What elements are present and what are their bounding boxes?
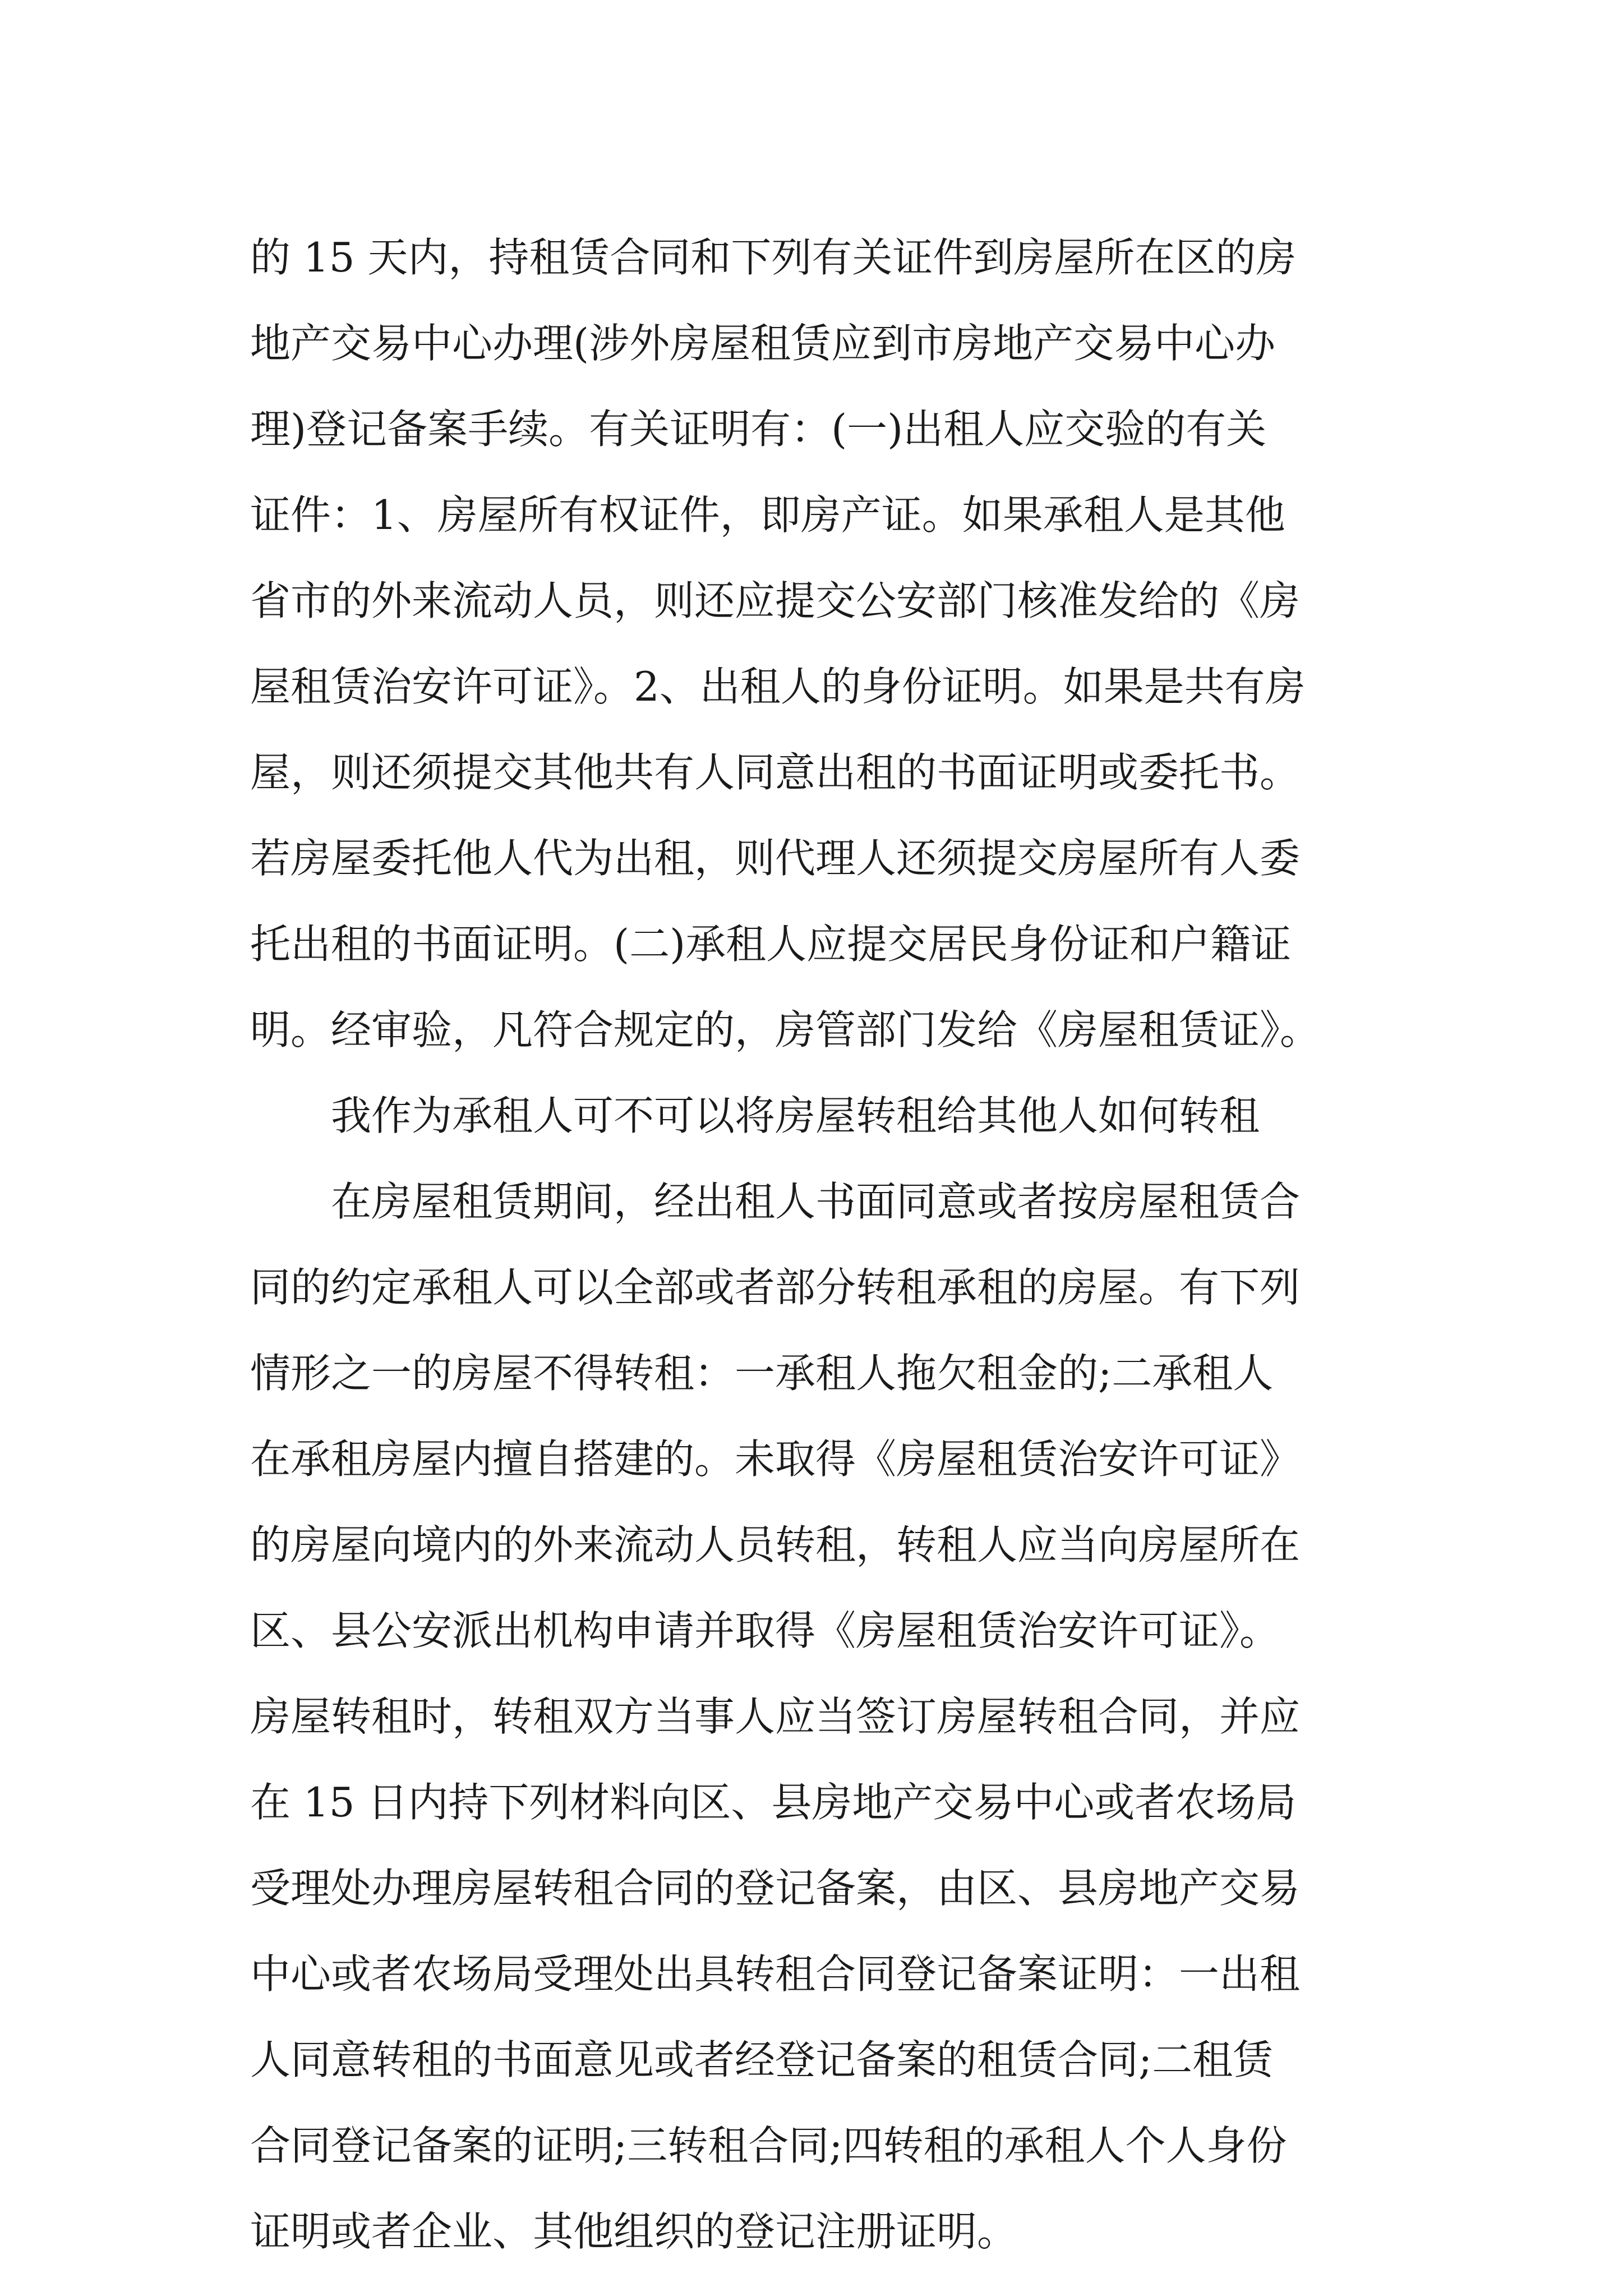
text-line: 人同意转租的书面意见或者经登记备案的租赁合同;二租赁	[250, 2036, 1274, 2083]
text-line: 房屋转租时，转租双方当事人应当签订房屋转租合同，并应	[250, 1693, 1301, 1740]
section-heading-sublease	[250, 1073, 1394, 1159]
text-line: 托出租的书面证明。(二)承租人应提交居民身份证和户籍证	[250, 921, 1292, 968]
text-line: 屋，则还须提交其他共有人同意出租的书面证明或委托书。	[250, 749, 1301, 796]
text-line: 受理处办理房屋转租合同的登记备案，由区、县房地产交易	[250, 1865, 1301, 1912]
paragraph-sublease-rules	[250, 1159, 1394, 2275]
text-line: 证件：1、房屋所有权证件，即房产证。如果承租人是其他	[250, 491, 1285, 539]
text-line: 证明或者企业、其他组织的登记注册证明。	[250, 2208, 1018, 2255]
paragraph-registration-documents	[250, 215, 1394, 1073]
text-line: 屋租赁治安许可证》。2、出租人的身份证明。如果是共有房	[250, 663, 1306, 710]
heading-line: 我作为承租人可不可以将房屋转租给其他人如何转租	[331, 1092, 1260, 1139]
text-line: 中心或者农场局受理处出具转租合同登记备案证明：一出租	[250, 1950, 1301, 1998]
text-line: 在 15 日内持下列材料向区、县房地产交易中心或者农场局	[250, 1779, 1297, 1826]
text-line: 省市的外来流动人员，则还应提交公安部门核准发给的《房	[250, 577, 1301, 624]
text-line: 同的约定承租人可以全部或者部分转租承租的房屋。有下列	[250, 1264, 1301, 1311]
document-body	[250, 215, 1394, 2275]
text-line: 在房屋租赁期间，经出租人书面同意或者按房屋租赁合	[331, 1178, 1301, 1225]
text-line: 若房屋委托他人代为出租，则代理人还须提交房屋所有人委	[250, 835, 1301, 882]
text-line: 的 15 天内，持租赁合同和下列有关证件到房屋所在区的房	[250, 234, 1297, 281]
text-line: 在承租房屋内擅自搭建的。未取得《房屋租赁治安许可证》	[250, 1435, 1301, 1483]
text-line: 地产交易中心办理(涉外房屋租赁应到市房地产交易中心办	[250, 320, 1276, 367]
text-line: 合同登记备案的证明;三转租合同;四转租的承租人个人身份	[250, 2122, 1287, 2169]
text-line: 的房屋向境内的外来流动人员转租，转租人应当向房屋所在	[250, 1521, 1301, 1568]
text-line: 明。经审验，凡符合规定的，房管部门发给《房屋租赁证》。	[250, 1006, 1321, 1053]
text-line: 区、县公安派出机构申请并取得《房屋租赁治安许可证》。	[250, 1607, 1280, 1654]
text-line: 情形之一的房屋不得转租：一承租人拖欠租金的;二承租人	[250, 1350, 1274, 1397]
text-line: 理)登记备案手续。有关证明有：(一)出租人应交验的有关	[250, 406, 1267, 453]
